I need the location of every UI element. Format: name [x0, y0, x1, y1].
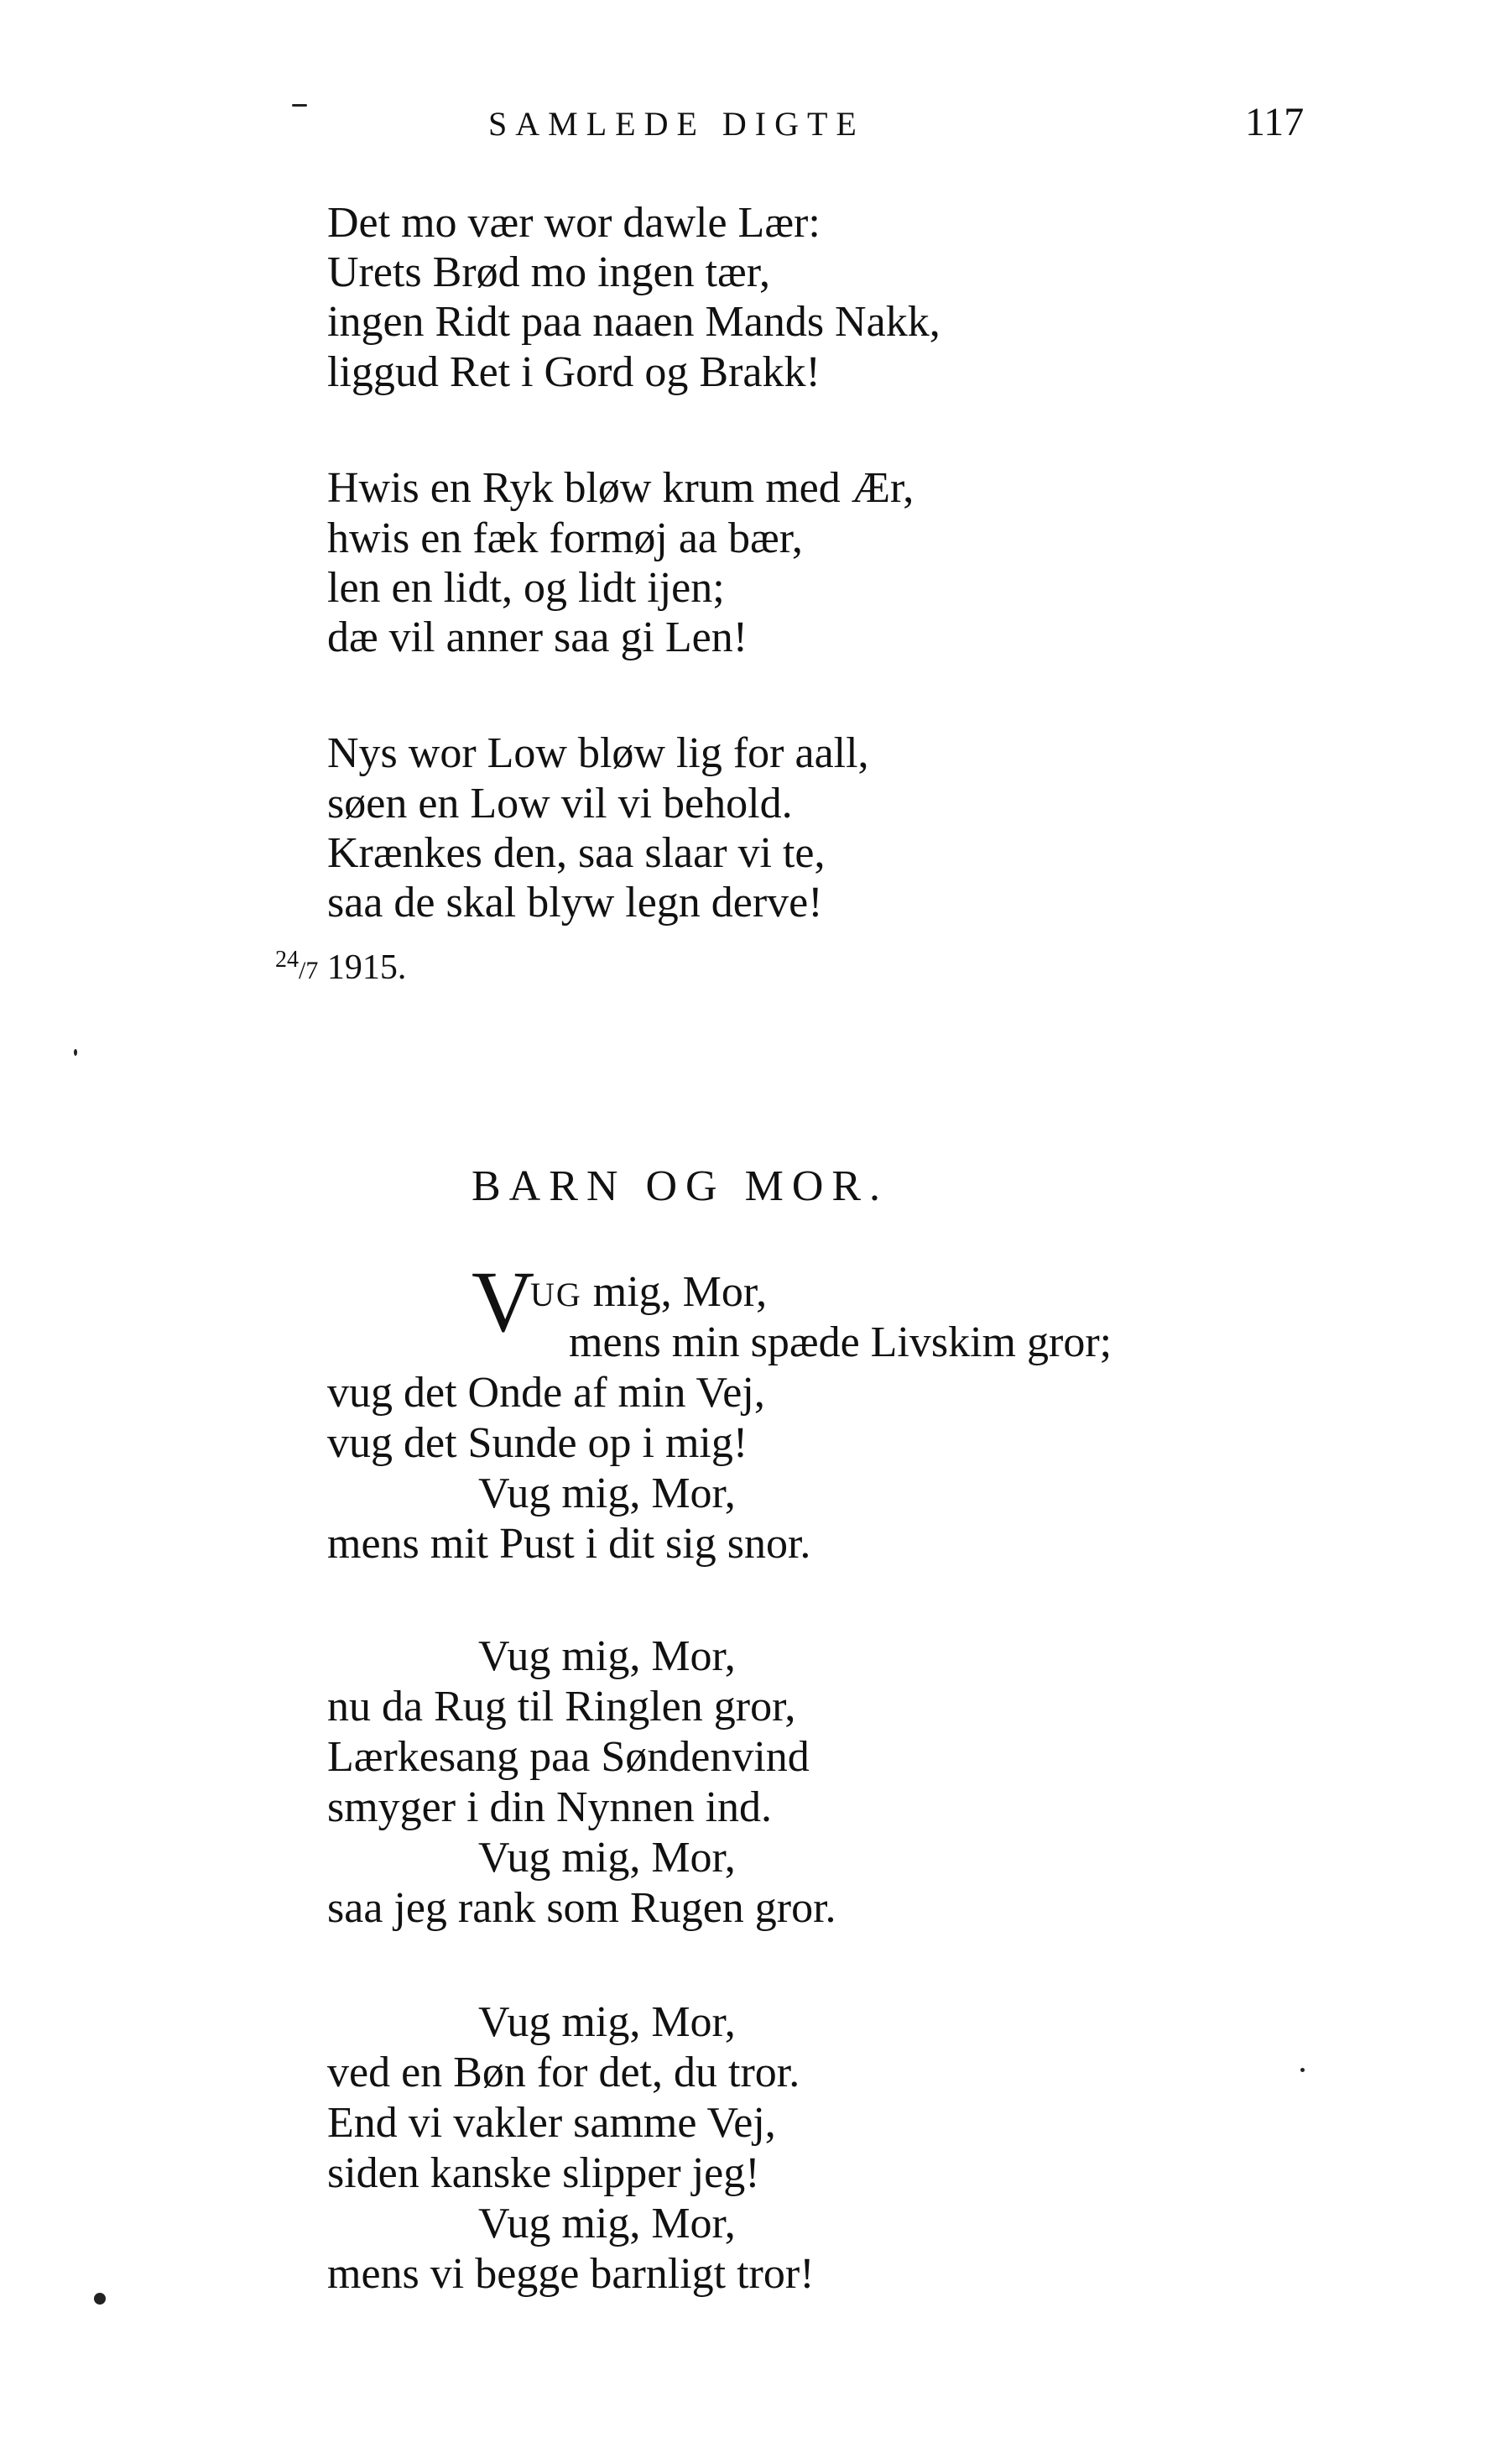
poem-line: vug det Sunde op i mig!: [327, 1419, 748, 1467]
date-day: 24: [275, 947, 299, 973]
poem-line: Urets Brød mo ingen tær,: [327, 248, 770, 296]
poem-line: mens min spæde Livskim gror;: [569, 1318, 1112, 1366]
poem-line: Nys wor Low bløw lig for aall,: [327, 729, 869, 777]
poem-line: mens vi begge barnligt tror!: [327, 2250, 815, 2298]
poem-line: nu da Rug til Ringlen gror,: [327, 1683, 796, 1731]
poem-line: Vug mig, Mor,: [478, 1632, 736, 1680]
running-title: SAMLEDE DIGTE: [488, 105, 865, 143]
first-word-smallcaps: UG: [530, 1276, 582, 1313]
poem-line: ved en Bøn for det, du tror.: [327, 2049, 800, 2096]
running-head: [0, 99, 1511, 149]
poem-line: vug det Onde af min Vej,: [327, 1369, 765, 1417]
first-line-rest: mig, Mor,: [581, 1268, 768, 1316]
poem-line: søen en Low vil vi behold.: [327, 780, 793, 827]
poem-line: len en lidt, og lidt ijen;: [327, 564, 725, 612]
poem-line: saa jeg rank som Rugen gror.: [327, 1884, 836, 1932]
poem-line: Vug mig, Mor,: [478, 1998, 736, 2046]
poem-line: Lærkesang paa Søndenvind: [327, 1733, 810, 1781]
date-year: 1915.: [326, 948, 407, 987]
poem-line: siden kanske slipper jeg!: [327, 2149, 760, 2197]
poem-line: mens mit Pust i dit sig snor.: [327, 1520, 811, 1568]
poem-line: Vug mig, Mor,: [478, 1470, 736, 1517]
poem-line: Krænkes den, saa slaar vi te,: [327, 829, 826, 877]
poem-line: Vug mig, Mor,: [478, 1834, 736, 1882]
poem-line: dæ vil anner saa gi Len!: [327, 613, 748, 661]
poem-first-line: [530, 1267, 767, 1320]
drop-cap: V: [472, 1254, 535, 1350]
poem-line: Hwis en Ryk bløw krum med Ær,: [327, 464, 914, 512]
page-number: 117: [1245, 100, 1305, 144]
poem-line: liggud Ret i Gord og Brakk!: [327, 348, 821, 396]
poem-line: saa de skal blyw legn derve!: [327, 879, 823, 927]
poem-date: $^{24}$/7 1915.: [275, 947, 407, 987]
poem-line: hwis en fæk formøj aa bær,: [327, 514, 803, 562]
poem-line: smyger i din Nynnen ind.: [327, 1783, 773, 1831]
poem-line: Vug mig, Mor,: [478, 2200, 736, 2247]
scan-speck: [94, 2293, 106, 2305]
date-month: 7: [305, 957, 319, 984]
poem-line: End vi vakler samme Vej,: [327, 2099, 776, 2147]
poem-line: ingen Ridt paa naaen Mands Nakk,: [327, 298, 940, 346]
poem-line: Det mo vær wor dawle Lær:: [327, 199, 821, 247]
scan-speck: [292, 104, 307, 107]
poem-title: BARN OG MOR.: [472, 1162, 889, 1210]
scan-speck: [1300, 2068, 1305, 2072]
scan-speck: [74, 1049, 77, 1056]
